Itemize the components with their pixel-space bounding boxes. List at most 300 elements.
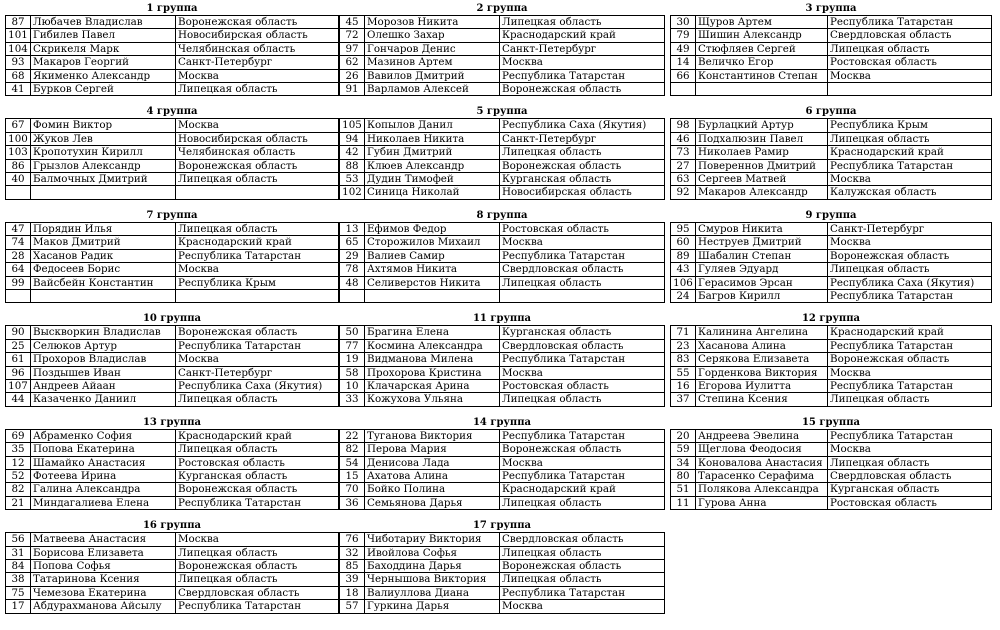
- table-row: [671, 42, 992, 55]
- group-table: [5, 429, 339, 510]
- table-row: [6, 83, 339, 96]
- participant-region: Москва: [176, 69, 339, 82]
- participant-name: Любачев Владислав: [31, 16, 176, 29]
- participant-name: Гончаров Денис: [365, 42, 500, 55]
- table-row: [6, 546, 339, 559]
- table-row: [6, 469, 339, 482]
- participant-number: 46: [671, 132, 696, 145]
- participant-number: 79: [671, 29, 696, 42]
- participant-region: Республика Татарстан: [828, 16, 992, 29]
- participant-region: Москва: [176, 263, 339, 276]
- participant-name: Дудин Тимофей: [365, 173, 500, 186]
- group-table: [5, 325, 339, 406]
- participant-region: Курганская область: [828, 483, 992, 496]
- participant-name: Балмочных Дмитрий: [31, 173, 176, 186]
- participant-number: 84: [6, 560, 31, 573]
- participant-name: Вайсбейн Константин: [31, 276, 176, 289]
- participant-number: 66: [671, 69, 696, 82]
- group-title: 12 группа: [801, 313, 861, 325]
- table-row: [340, 263, 665, 276]
- table-row: [6, 119, 339, 132]
- participant-region: Воронежская область: [500, 83, 665, 96]
- participant-region: Курганская область: [500, 173, 665, 186]
- participant-number: 39: [340, 573, 365, 586]
- participant-name: Скрикеля Марк: [31, 42, 176, 55]
- participant-region: Воронежская область: [176, 483, 339, 496]
- participant-number: 95: [671, 222, 696, 235]
- participant-number: 80: [671, 469, 696, 482]
- table-row: [340, 119, 665, 132]
- participant-region: Липецкая область: [500, 573, 665, 586]
- participant-name: Николаев Никита: [365, 132, 500, 145]
- group-block: [670, 3, 999, 96]
- participant-region: Липецкая область: [176, 546, 339, 559]
- table-row: [340, 429, 665, 442]
- participant-region: Москва: [828, 366, 992, 379]
- participant-name: Жуков Лев: [31, 132, 176, 145]
- participant-number: 37: [671, 393, 696, 406]
- participant-name: [696, 83, 828, 96]
- group-title: 4 группа: [146, 106, 198, 118]
- participant-name: Федосеев Борис: [31, 263, 176, 276]
- table-row: [6, 456, 339, 469]
- participant-name: Стюфляев Сергей: [696, 42, 828, 55]
- participant-name: Гуркина Дарья: [365, 600, 500, 613]
- table-row: [671, 393, 992, 406]
- participant-number: 26: [340, 69, 365, 82]
- participant-number: 72: [340, 29, 365, 42]
- participant-region: Краснодарский край: [500, 29, 665, 42]
- group-table: [339, 118, 665, 199]
- participant-region: Ростовская область: [500, 379, 665, 392]
- participant-number: 52: [6, 469, 31, 482]
- group-title: 1 группа: [146, 3, 198, 14]
- participant-region: Республика Татарстан: [176, 249, 339, 262]
- participant-region: Республика Саха (Якутия): [176, 379, 339, 392]
- table-row: [6, 173, 339, 186]
- participant-name: Олешко Захар: [365, 29, 500, 42]
- table-row: [340, 443, 665, 456]
- participant-name: Полякова Александра: [696, 483, 828, 496]
- table-row: [6, 429, 339, 442]
- participant-number: 82: [6, 483, 31, 496]
- group-block: [339, 210, 670, 303]
- participant-region: [176, 186, 339, 199]
- table-row: [671, 496, 992, 509]
- participant-name: Шишин Александр: [696, 29, 828, 42]
- participant-region: Республика Татарстан: [176, 496, 339, 509]
- table-row: [671, 249, 992, 262]
- table-row: [6, 16, 339, 29]
- group-table: [670, 118, 992, 199]
- participant-region: Новосибирская область: [500, 186, 665, 199]
- group-block: [5, 210, 339, 303]
- participant-number: 25: [6, 339, 31, 352]
- participant-name: Шабалин Степан: [696, 249, 828, 262]
- participant-name: Щеглова Феодосия: [696, 443, 828, 456]
- participant-region: Воронежская область: [500, 443, 665, 456]
- participant-region: Москва: [828, 69, 992, 82]
- group-title: 16 группа: [142, 520, 202, 532]
- participant-name: Ефимов Федор: [365, 222, 500, 235]
- participant-number: 98: [671, 119, 696, 132]
- participant-number: 68: [6, 69, 31, 82]
- participant-name: Макаров Георгий: [31, 56, 176, 69]
- participant-number: 29: [340, 249, 365, 262]
- participant-name: Баходдина Дарья: [365, 560, 500, 573]
- table-row: [671, 469, 992, 482]
- participant-name: Грызлов Александр: [31, 159, 176, 172]
- participant-number: 90: [6, 326, 31, 339]
- table-row: [671, 132, 992, 145]
- participant-number: 83: [671, 353, 696, 366]
- table-row: [6, 249, 339, 262]
- table-row: [671, 276, 992, 289]
- participant-region: Липецкая область: [176, 173, 339, 186]
- participant-region: Липецкая область: [500, 393, 665, 406]
- participant-region: Челябинская область: [176, 42, 339, 55]
- participant-name: Величко Егор: [696, 56, 828, 69]
- participant-number: [671, 83, 696, 96]
- participant-name: Казаченко Даниил: [31, 393, 176, 406]
- participant-number: 100: [6, 132, 31, 145]
- table-row: [6, 56, 339, 69]
- table-row: [6, 600, 339, 613]
- table-row: [671, 456, 992, 469]
- participant-number: 23: [671, 339, 696, 352]
- participant-number: 76: [340, 533, 365, 546]
- participant-region: Воронежская область: [828, 353, 992, 366]
- participant-number: 75: [6, 586, 31, 599]
- participant-name: Губин Дмитрий: [365, 146, 500, 159]
- participant-region: Липецкая область: [828, 42, 992, 55]
- participant-name: Ивойлова Софья: [365, 546, 500, 559]
- participant-region: Ростовская область: [176, 456, 339, 469]
- participant-region: Республика Татарстан: [176, 600, 339, 613]
- participant-name: Чернышова Виктория: [365, 573, 500, 586]
- participant-region: Липецкая область: [500, 546, 665, 559]
- participant-region: Свердловская область: [176, 586, 339, 599]
- participant-region: Свердловская область: [828, 29, 992, 42]
- participant-name: [31, 289, 176, 302]
- participant-number: 59: [671, 443, 696, 456]
- participant-number: 44: [6, 393, 31, 406]
- groups-grid: [5, 3, 999, 614]
- table-row: [340, 159, 665, 172]
- participant-name: Выскворкин Владислав: [31, 326, 176, 339]
- participant-name: Абдурахманова Айсылу: [31, 600, 176, 613]
- participant-number: 12: [6, 456, 31, 469]
- participant-number: 67: [6, 119, 31, 132]
- participant-region: Республика Татарстан: [828, 339, 992, 352]
- table-row: [6, 69, 339, 82]
- participant-region: Челябинская область: [176, 146, 339, 159]
- group-table: [339, 429, 665, 510]
- table-row: [340, 69, 665, 82]
- participant-number: 63: [671, 173, 696, 186]
- participant-name: Морозов Никита: [365, 16, 500, 29]
- table-row: [340, 456, 665, 469]
- participant-name: Перова Мария: [365, 443, 500, 456]
- participant-region: Москва: [500, 236, 665, 249]
- participant-region: Свердловская область: [500, 339, 665, 352]
- table-row: [340, 56, 665, 69]
- table-row: [340, 236, 665, 249]
- participant-name: Ахатова Алина: [365, 469, 500, 482]
- table-row: [340, 366, 665, 379]
- participant-region: Липецкая область: [828, 393, 992, 406]
- table-row: [671, 339, 992, 352]
- participant-region: Воронежская область: [176, 560, 339, 573]
- table-row: [6, 586, 339, 599]
- participant-region: Калужская область: [828, 186, 992, 199]
- table-row: [671, 236, 992, 249]
- participant-region: Курганская область: [500, 326, 665, 339]
- table-row: [6, 339, 339, 352]
- group-block: [339, 520, 670, 613]
- participant-region: Республика Татарстан: [828, 159, 992, 172]
- participant-name: Николаев Рамир: [696, 146, 828, 159]
- group-table: [5, 15, 339, 96]
- participant-region: Липецкая область: [828, 456, 992, 469]
- participant-region: Республика Татарстан: [500, 353, 665, 366]
- participant-number: 30: [671, 16, 696, 29]
- table-row: [340, 29, 665, 42]
- participant-number: 105: [340, 119, 365, 132]
- table-row: [6, 289, 339, 302]
- group-block: [5, 417, 339, 510]
- participant-region: Липецкая область: [500, 276, 665, 289]
- table-row: [340, 249, 665, 262]
- participant-name: Герасимов Эрсан: [696, 276, 828, 289]
- participant-name: Абраменко София: [31, 429, 176, 442]
- participant-number: 101: [6, 29, 31, 42]
- table-row: [6, 276, 339, 289]
- participant-name: Гуляев Эдуард: [696, 263, 828, 276]
- participant-name: Прохорова Кристина: [365, 366, 500, 379]
- participant-name: Шамайко Анастасия: [31, 456, 176, 469]
- participant-number: 97: [340, 42, 365, 55]
- participant-name: Калинина Ангелина: [696, 326, 828, 339]
- participant-name: Порядин Илья: [31, 222, 176, 235]
- table-row: [6, 159, 339, 172]
- table-row: [671, 56, 992, 69]
- participant-number: 19: [340, 353, 365, 366]
- participant-region: Республика Татарстан: [828, 379, 992, 392]
- group-title: 9 группа: [805, 209, 857, 221]
- table-row: [6, 326, 339, 339]
- participant-region: Республика Татарстан: [500, 469, 665, 482]
- participant-number: 49: [671, 42, 696, 55]
- table-row: [6, 483, 339, 496]
- participant-number: 85: [340, 560, 365, 573]
- participant-region: Ростовская область: [828, 56, 992, 69]
- participant-number: 78: [340, 263, 365, 276]
- table-row: [340, 469, 665, 482]
- group-table: [5, 118, 339, 199]
- participant-number: 16: [671, 379, 696, 392]
- participant-name: Повереннов Дмитрий: [696, 159, 828, 172]
- table-row: [340, 132, 665, 145]
- participant-name: Багров Кирилл: [696, 289, 828, 302]
- participant-name: Попова Софья: [31, 560, 176, 573]
- participant-name: Клюев Александр: [365, 159, 500, 172]
- participant-region: Санкт-Петербург: [500, 132, 665, 145]
- participant-number: 11: [671, 496, 696, 509]
- participant-name: Кожухова Ульяна: [365, 393, 500, 406]
- participant-number: 10: [340, 379, 365, 392]
- participant-region: Республика Татарстан: [500, 429, 665, 442]
- participant-number: 15: [340, 469, 365, 482]
- participant-name: Щуров Артем: [696, 16, 828, 29]
- group-table: [339, 15, 665, 96]
- table-row: [6, 393, 339, 406]
- table-row: [671, 83, 992, 96]
- table-row: [671, 186, 992, 199]
- participant-number: 96: [6, 366, 31, 379]
- table-row: [6, 186, 339, 199]
- participant-name: Хасанов Радик: [31, 249, 176, 262]
- participant-number: 89: [671, 249, 696, 262]
- participant-region: Липецкая область: [176, 393, 339, 406]
- table-row: [340, 573, 665, 586]
- participant-name: Маков Дмитрий: [31, 236, 176, 249]
- participant-name: Селюков Артур: [31, 339, 176, 352]
- group-title: 11 группа: [472, 313, 532, 325]
- participant-name: Попова Екатерина: [31, 443, 176, 456]
- group-table: [670, 15, 992, 96]
- participant-name: Константинов Степан: [696, 69, 828, 82]
- participant-region: Республика Татарстан: [500, 586, 665, 599]
- participant-region: Свердловская область: [500, 533, 665, 546]
- participant-region: Липецкая область: [500, 146, 665, 159]
- table-row: [671, 29, 992, 42]
- participant-region: Москва: [500, 366, 665, 379]
- participant-region: [176, 289, 339, 302]
- participant-number: 43: [671, 263, 696, 276]
- participant-region: Москва: [500, 600, 665, 613]
- table-row: [671, 173, 992, 186]
- participant-number: 71: [671, 326, 696, 339]
- participant-name: Мазинов Артем: [365, 56, 500, 69]
- table-row: [671, 119, 992, 132]
- participant-region: Новосибирская область: [176, 132, 339, 145]
- table-row: [6, 379, 339, 392]
- participant-number: 53: [340, 173, 365, 186]
- participant-number: 55: [671, 366, 696, 379]
- participant-number: 61: [6, 353, 31, 366]
- participant-region: Краснодарский край: [176, 429, 339, 442]
- participant-number: 88: [340, 159, 365, 172]
- participant-number: 73: [671, 146, 696, 159]
- participant-region: Республика Саха (Якутия): [500, 119, 665, 132]
- participant-region: Липецкая область: [828, 263, 992, 276]
- table-row: [6, 573, 339, 586]
- participant-number: 27: [671, 159, 696, 172]
- participant-name: Валиев Самир: [365, 249, 500, 262]
- participant-region: Москва: [828, 173, 992, 186]
- participant-number: 24: [671, 289, 696, 302]
- participant-name: Кропотухин Кирилл: [31, 146, 176, 159]
- group-title: 15 группа: [801, 416, 861, 428]
- participant-name: Смуров Никита: [696, 222, 828, 235]
- participant-region: Санкт-Петербург: [176, 56, 339, 69]
- participant-name: Якименко Александр: [31, 69, 176, 82]
- group-title: 2 группа: [476, 3, 528, 14]
- group-table: [339, 325, 665, 406]
- participant-region: Липецкая область: [176, 83, 339, 96]
- participant-name: Клачарская Арина: [365, 379, 500, 392]
- participant-region: Воронежская область: [500, 159, 665, 172]
- participant-number: 86: [6, 159, 31, 172]
- participant-name: Андреев Айаан: [31, 379, 176, 392]
- participant-number: 104: [6, 42, 31, 55]
- table-row: [6, 42, 339, 55]
- participant-name: Копылов Данил: [365, 119, 500, 132]
- participant-number: 54: [340, 456, 365, 469]
- table-row: [6, 533, 339, 546]
- table-row: [6, 443, 339, 456]
- participant-number: [6, 289, 31, 302]
- participant-name: Чемезова Екатерина: [31, 586, 176, 599]
- table-row: [671, 69, 992, 82]
- table-row: [6, 132, 339, 145]
- participant-number: 69: [6, 429, 31, 442]
- participant-name: Макаров Александр: [696, 186, 828, 199]
- participant-number: 22: [340, 429, 365, 442]
- participant-region: Москва: [500, 456, 665, 469]
- participant-number: 20: [671, 429, 696, 442]
- participant-name: Миндагалиева Елена: [31, 496, 176, 509]
- participant-region: Республика Татарстан: [500, 249, 665, 262]
- participant-name: Селиверстов Никита: [365, 276, 500, 289]
- participant-number: 58: [340, 366, 365, 379]
- table-row: [340, 83, 665, 96]
- table-row: [340, 326, 665, 339]
- table-row: [6, 263, 339, 276]
- participant-region: Краснодарский край: [500, 483, 665, 496]
- participant-name: Космина Александра: [365, 339, 500, 352]
- table-row: [340, 276, 665, 289]
- participant-number: 57: [340, 600, 365, 613]
- table-row: [671, 222, 992, 235]
- group-table: [670, 429, 992, 510]
- group-block: [339, 106, 670, 199]
- participant-region: Москва: [176, 533, 339, 546]
- table-row: [6, 236, 339, 249]
- table-row: [671, 146, 992, 159]
- participant-region: Санкт-Петербург: [828, 222, 992, 235]
- table-row: [340, 600, 665, 613]
- participant-region: Липецкая область: [176, 573, 339, 586]
- table-row: [340, 393, 665, 406]
- group-block: [670, 417, 999, 510]
- group-block: [670, 106, 999, 199]
- participant-region: Свердловская область: [500, 263, 665, 276]
- participant-region: Республика Крым: [828, 119, 992, 132]
- participant-number: [6, 186, 31, 199]
- participant-number: [340, 289, 365, 302]
- table-row: [671, 263, 992, 276]
- table-row: [340, 483, 665, 496]
- participant-region: [500, 289, 665, 302]
- participant-number: 48: [340, 276, 365, 289]
- participant-region: Ростовская область: [500, 222, 665, 235]
- participant-name: Видманова Милена: [365, 353, 500, 366]
- participant-number: 33: [340, 393, 365, 406]
- participant-number: 94: [340, 132, 365, 145]
- participant-number: 31: [6, 546, 31, 559]
